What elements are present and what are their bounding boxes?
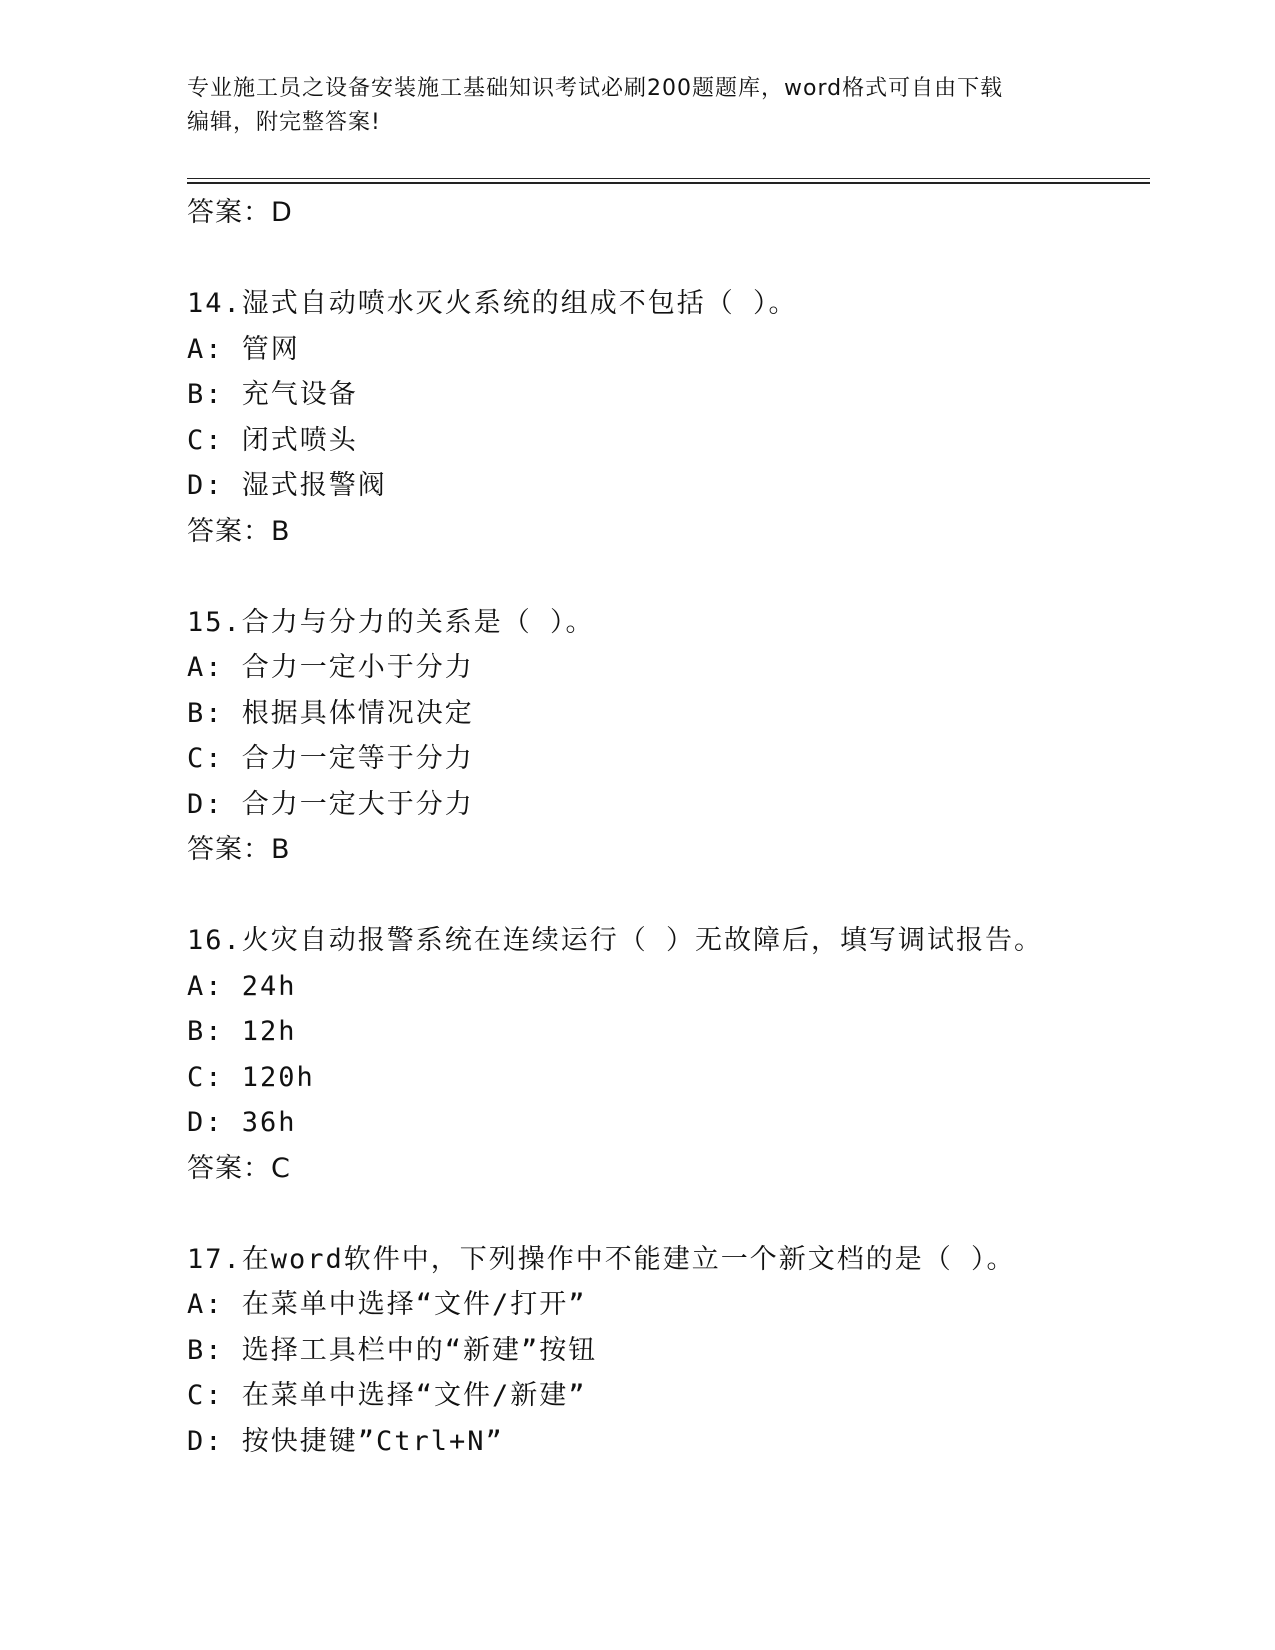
answer: 答案：B	[187, 834, 291, 865]
question-stem: 14.湿式自动喷水灭火系统的组成不包括（ ）。	[187, 288, 798, 319]
option-d: D: 按快捷键”Ctrl+N”	[187, 1425, 504, 1457]
answer: 答案：C	[187, 1152, 291, 1184]
option-c: C: 合力一定等于分力	[187, 743, 474, 774]
option-a: A: 合力一定小于分力	[187, 652, 474, 683]
option-d: D: 36h	[187, 1107, 297, 1138]
spacer	[187, 236, 1137, 282]
document-header	[187, 72, 1067, 140]
option-b: B: 12h	[187, 1016, 297, 1047]
option-c: C: 在菜单中选择“文件/新建”	[187, 1380, 587, 1411]
answer: 答案：B	[187, 515, 291, 547]
option-a: A: 24h	[187, 970, 297, 1002]
option-a: A: 管网	[187, 333, 300, 365]
option-a: A: 在菜单中选择“文件/打开”	[187, 1289, 587, 1320]
spacer	[187, 1191, 1137, 1237]
header-divider-thin	[187, 178, 1150, 179]
question-15	[187, 600, 1137, 873]
question-list	[187, 190, 1137, 1464]
option-d: D: 合力一定大于分力	[187, 788, 474, 820]
question-stem: 15.合力与分力的关系是（ ）。	[187, 606, 595, 638]
header-divider-thick	[187, 182, 1150, 184]
answer-13: 答案：D	[187, 197, 293, 228]
option-b: B: 充气设备	[187, 379, 358, 410]
option-c: C: 闭式喷头	[187, 424, 358, 456]
question-17	[187, 1237, 1137, 1465]
option-d: D: 湿式报警阀	[187, 470, 387, 501]
question-stem: 16.火灾自动报警系统在连续运行（ ）无故障后，填写调试报告。	[187, 925, 1044, 956]
header-line-2: 编辑，附完整答案!	[187, 110, 381, 135]
question-14	[187, 281, 1137, 554]
option-b: B: 选择工具栏中的“新建”按钮	[187, 1334, 598, 1366]
spacer	[187, 873, 1137, 919]
question-stem: 17.在word软件中，下列操作中不能建立一个新文档的是（ ）。	[187, 1243, 1016, 1275]
spacer	[187, 554, 1137, 600]
header-line-1: 专业施工员之设备安装施工基础知识考试必刷200题题库，word格式可自由下载	[187, 76, 1004, 101]
option-c: C: 120h	[187, 1061, 315, 1093]
option-b: B: 根据具体情况决定	[187, 697, 474, 729]
question-16	[187, 918, 1137, 1191]
